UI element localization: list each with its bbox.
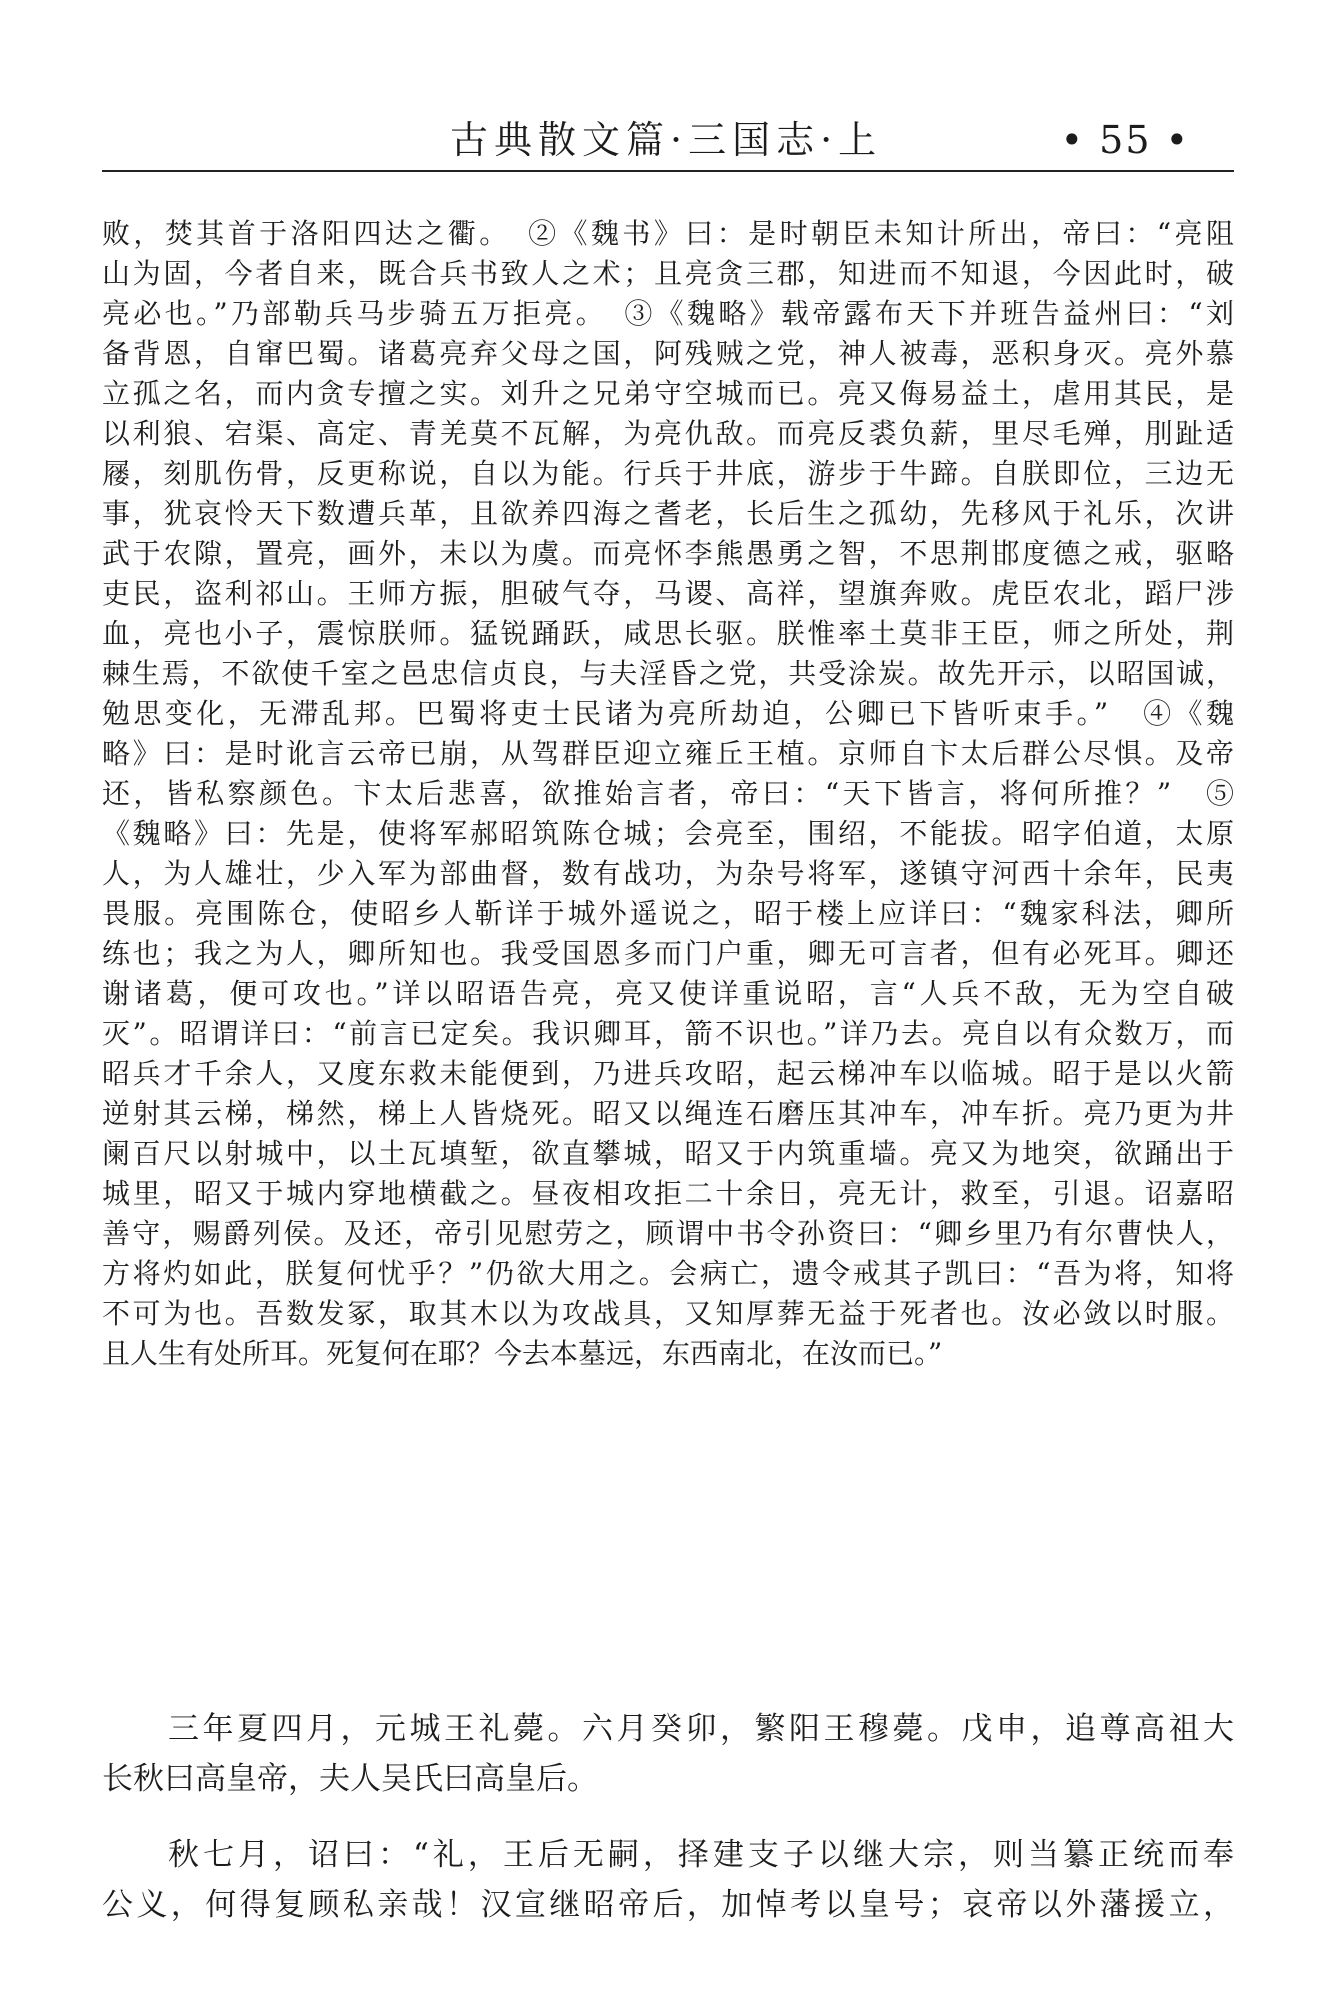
note-line: 立孤之名，而内贪专擅之实。刘升之兄弟守空城而已。亮又侮易益土，虐用其民，是 [102, 377, 1234, 410]
note-line: 武于农隙，置亮，画外，未以为虞。而亮怀李熊愚勇之智，不思荆邯度德之戒，驱略 [102, 537, 1234, 570]
note-line: 畏服。亮围陈仓，使昭乡人靳详于城外遥说之，昭于楼上应详曰：“魏家科法，卿所 [102, 897, 1234, 930]
note-line: 备背恩，自窜巴蜀。诸葛亮弃父母之国，阿残贼之党，神人被毒，恶积身灭。亮外慕 [102, 337, 1234, 370]
paragraph-line: 三年夏四月，元城王礼薨。六月癸卯，繁阳王穆薨。戊申，追尊高祖大 [168, 1711, 1234, 1747]
note-line: 勉思变化，无滞乱邦。巴蜀将吏士民诸为亮所劫迫，公卿已下皆听束手。” ④《魏 [102, 697, 1234, 730]
note-line: 阑百尺以射城中，以土瓦填堑，欲直攀城，昭又于内筑重墙。亮又为地突，欲踊出于 [102, 1137, 1234, 1170]
note-line: 谢诸葛，便可攻也。”详以昭语告亮，亮又使详重说昭，言“人兵不敌，无为空自破 [102, 977, 1234, 1010]
running-head [102, 108, 1234, 172]
note-line: 城里，昭又于城内穿地横截之。昼夜相攻拒二十余日，亮无计，救至，引退。诏嘉昭 [102, 1177, 1234, 1210]
note-line: 略》曰：是时讹言云帝已崩，从驾群臣迎立雍丘王植。京师自卞太后群公尽惧。及帝 [102, 737, 1234, 770]
paragraph-line: 秋七月，诏曰：“礼，王后无嗣，择建支子以继大宗，则当纂正统而奉 [168, 1837, 1234, 1873]
header-rule [102, 170, 1234, 172]
note-line: 不可为也。吾数发冢，取其木以为攻战具，又知厚葬无益于死者也。汝必敛以时服。 [102, 1297, 1234, 1330]
note-line: 山为固，今者自来，既合兵书致人之术；且亮贪三郡，知进而不知退，今因此时，破 [102, 257, 1234, 290]
note-line: 《魏略》曰：先是，使将军郝昭筑陈仓城；会亮至，围绍，不能拔。昭字伯道，太原 [102, 817, 1234, 850]
note-line: 且人生有处所耳。死复何在耶？今去本墓远，东西南北，在汝而已。” [102, 1337, 943, 1370]
note-line: 败，焚其首于洛阳四达之衢。 ②《魏书》曰：是时朝臣未知计所出，帝曰：“亮阻 [102, 217, 1234, 250]
note-line: 逆射其云梯，梯然，梯上人皆烧死。昭又以绳连石磨压其冲车，冲车折。亮乃更为井 [102, 1097, 1234, 1130]
annotation-notes [102, 214, 1234, 1374]
note-line: 还，皆私察颜色。卞太后悲喜，欲推始言者，帝曰：“天下皆言，将何所推？” ⑤ [102, 777, 1234, 810]
header-title: 古典散文篇·三国志·上 [450, 118, 883, 162]
note-line: 人，为人雄壮，少入军为部曲督，数有战功，为杂号将军，遂镇守河西十余年，民夷 [102, 857, 1234, 890]
note-line: 屦，刻肌伤骨，反更称说，自以为能。行兵于井底，游步于牛蹄。自朕即位，三边无 [102, 457, 1234, 490]
paragraph-line: 公义，何得复顾私亲哉！汉宣继昭帝后，加悼考以皇号；哀帝以外藩援立， [102, 1887, 1234, 1923]
note-line: 灭”。昭谓详曰：“前言已定矣。我识卿耳，箭不识也。”详乃去。亮自以有众数万，而 [102, 1017, 1234, 1050]
note-line: 以利狼、宕渠、高定、青羌莫不瓦解，为亮仇敌。而亮反裘负薪，里尽毛殚，刖趾适 [102, 417, 1234, 450]
note-line: 方将灼如此，朕复何忧乎？”仍欲大用之。会病亡，遗令戒其子凯曰：“吾为将，知将 [102, 1257, 1234, 1290]
note-line: 昭兵才千余人，又度东救未能便到，乃进兵攻昭，起云梯冲车以临城。昭于是以火箭 [102, 1057, 1234, 1090]
note-line: 事，犹哀怜天下数遭兵革，且欲养四海之耆老，长后生之孤幼，先移风于礼乐，次讲 [102, 497, 1234, 530]
main-text [102, 1704, 1234, 1930]
paragraph-line: 长秋曰高皇帝，夫人吴氏曰高皇后。 [102, 1761, 598, 1797]
note-line: 亮必也。”乃部勒兵马步骑五万拒亮。 ③《魏略》载帝露布天下并班告益州曰：“刘 [102, 297, 1234, 330]
note-line: 吏民，盗利祁山。王师方振，胆破气夺，马谡、高祥，望旗奔败。虎臣农北，蹈尸涉 [102, 577, 1234, 610]
note-line: 练也；我之为人，卿所知也。我受国恩多而门户重，卿无可言者，但有必死耳。卿还 [102, 937, 1234, 970]
note-line: 血，亮也小子，震惊朕师。猛锐踊跃，咸思长驱。朕惟率土莫非王臣，师之所处，荆 [102, 617, 1234, 650]
note-line: 棘生焉，不欲使千室之邑忠信贞良，与夫淫昏之党，共受涂炭。故先开示，以昭国诚， [102, 657, 1234, 690]
paragraph-gap [102, 1804, 1234, 1830]
note-line: 善守，赐爵列侯。及还，帝引见慰劳之，顾谓中书令孙资曰：“卿乡里乃有尔曹快人， [102, 1217, 1234, 1250]
page-number: • 55 • [1060, 118, 1190, 162]
